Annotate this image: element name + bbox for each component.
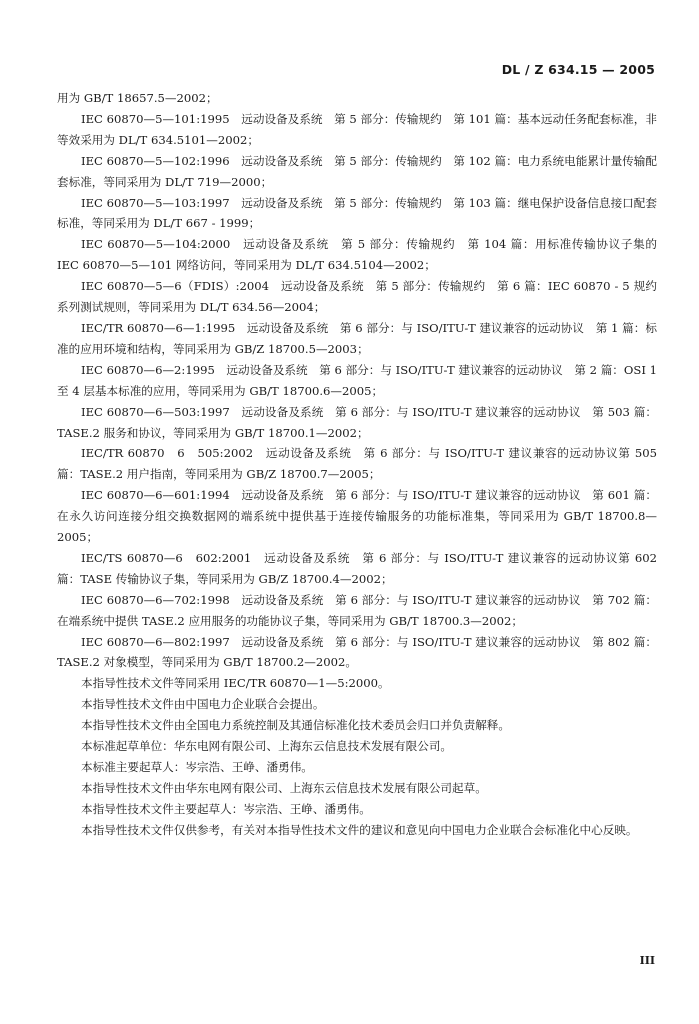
paragraph: IEC 60870—5—103:1997 远动设备及系统 第 5 部分：传输规约 第 103 篇：继电保护设备信息接口配套标准，等同采用为 DL/T 667 - 1999； <box>57 195 657 231</box>
document-code-header: DL / Z 634.15 — 2005 <box>501 62 655 77</box>
paragraph: IEC 60870—6—601:1994 远动设备及系统 第 6 部分：与 ISO/ITU-T 建议兼容的远动协议 第 601 篇：在永久访问连接分组交换数据网的端系统中提供基于连接传输服务的功能标准集，等同采用为 GB/T 18700.8—2005； <box>57 488 657 545</box>
paragraph: 本指导性技术文件等同采用 IEC/TR 60870—1—5:2000。 <box>81 676 390 691</box>
paragraph: IEC 60870—6—702:1998 远动设备及系统 第 6 部分：与 ISO/ITU-T 建议兼容的远动协议 第 702 篇：在端系统中提供 TASE.2 应用服务的功能协议子集，等同采用为 GB/T 18700.3—2002； <box>57 592 657 628</box>
paragraph: IEC 60870—5—6（FDIS）:2004 远动设备及系统 第 5 部分：传输规约 第 6 篇：IEC 60870 - 5 规约系列测试规则，等同采用为 DL/T 634.56—2004； <box>57 279 657 315</box>
paragraph: IEC 60870—6—503:1997 远动设备及系统 第 6 部分：与 ISO/ITU-T 建议兼容的远动协议 第 503 篇：TASE.2 服务和协议，等同采用为 GB/T 18700.1—2002； <box>57 404 657 440</box>
paragraph: 本指导性技术文件由全国电力系统控制及其通信标准化技术委员会归口并负责解释。 <box>81 718 510 733</box>
page-number: III <box>639 954 655 967</box>
paragraph: 本指导性技术文件仅供参考，有关对本指导性技术文件的建议和意见向中国电力企业联合会标准化中心反映。 <box>81 822 638 837</box>
paragraph-continuation: 用为 GB/T 18657.5—2002； <box>57 91 218 105</box>
paragraph: IEC/TS 60870—6 602:2001 远动设备及系统 第 6 部分：与 ISO/ITU-T 建议兼容的远动协议第 602 篇：TASE 传输协议子集，等同采用为 GB/Z 18700.4—2002； <box>57 550 657 586</box>
document-body <box>57 88 657 841</box>
paragraph: 本标准起草单位：华东电网有限公司、上海东云信息技术发展有限公司。 <box>81 739 453 754</box>
paragraph: IEC 60870—5—104:2000 远动设备及系统 第 5 部分：传输规约 第 104 篇：用标准传输协议子集的 IEC 60870—5—101 网络访问，等同采用为 DL/T 634.5104—2002； <box>57 237 657 273</box>
paragraph: IEC/TR 60870—6—1:1995 远动设备及系统 第 6 部分：与 ISO/ITU-T 建议兼容的远动协议 第 1 篇：标准的应用环境和结构，等同采用为 GB/Z 18700.5—2003； <box>57 320 657 356</box>
paragraph: IEC 60870—5—101:1995 远动设备及系统 第 5 部分：传输规约 第 101 篇：基本远动任务配套标准，非等效采用为 DL/T 634.5101—2002； <box>57 111 657 147</box>
paragraph: IEC 60870—5—102:1996 远动设备及系统 第 5 部分：传输规约 第 102 篇：电力系统电能累计量传输配套标准，等同采用为 DL/T 719—2000； <box>57 153 657 189</box>
paragraph: 本标准主要起草人：岑宗浩、王峥、潘勇伟。 <box>81 760 313 774</box>
paragraph: 本指导性技术文件主要起草人：岑宗浩、王峥、潘勇伟。 <box>81 801 371 816</box>
paragraph: 本指导性技术文件由华东电网有限公司、上海东云信息技术发展有限公司起草。 <box>81 780 487 795</box>
paragraph: IEC 60870—6—2:1995 远动设备及系统 第 6 部分：与 ISO/ITU-T 建议兼容的远动协议 第 2 篇：OSI 1 至 4 层基本标准的应用，等同采用为 GB/T 18700.6—2005； <box>57 362 657 398</box>
paragraph: IEC/TR 60870 6 505:2002 远动设备及系统 第 6 部分：与 ISO/ITU-T 建议兼容的远动协议第 505 篇：TASE.2 用户指南，等同采用为 GB/Z 18700.7—2005； <box>57 446 657 482</box>
paragraph: 本指导性技术文件由中国电力企业联合会提出。 <box>81 697 325 712</box>
paragraph: IEC 60870—6—802:1997 远动设备及系统 第 6 部分：与 ISO/ITU-T 建议兼容的远动协议 第 802 篇：TASE.2 对象模型，等同采用为 GB/T 18700.2—2002。 <box>57 634 657 670</box>
